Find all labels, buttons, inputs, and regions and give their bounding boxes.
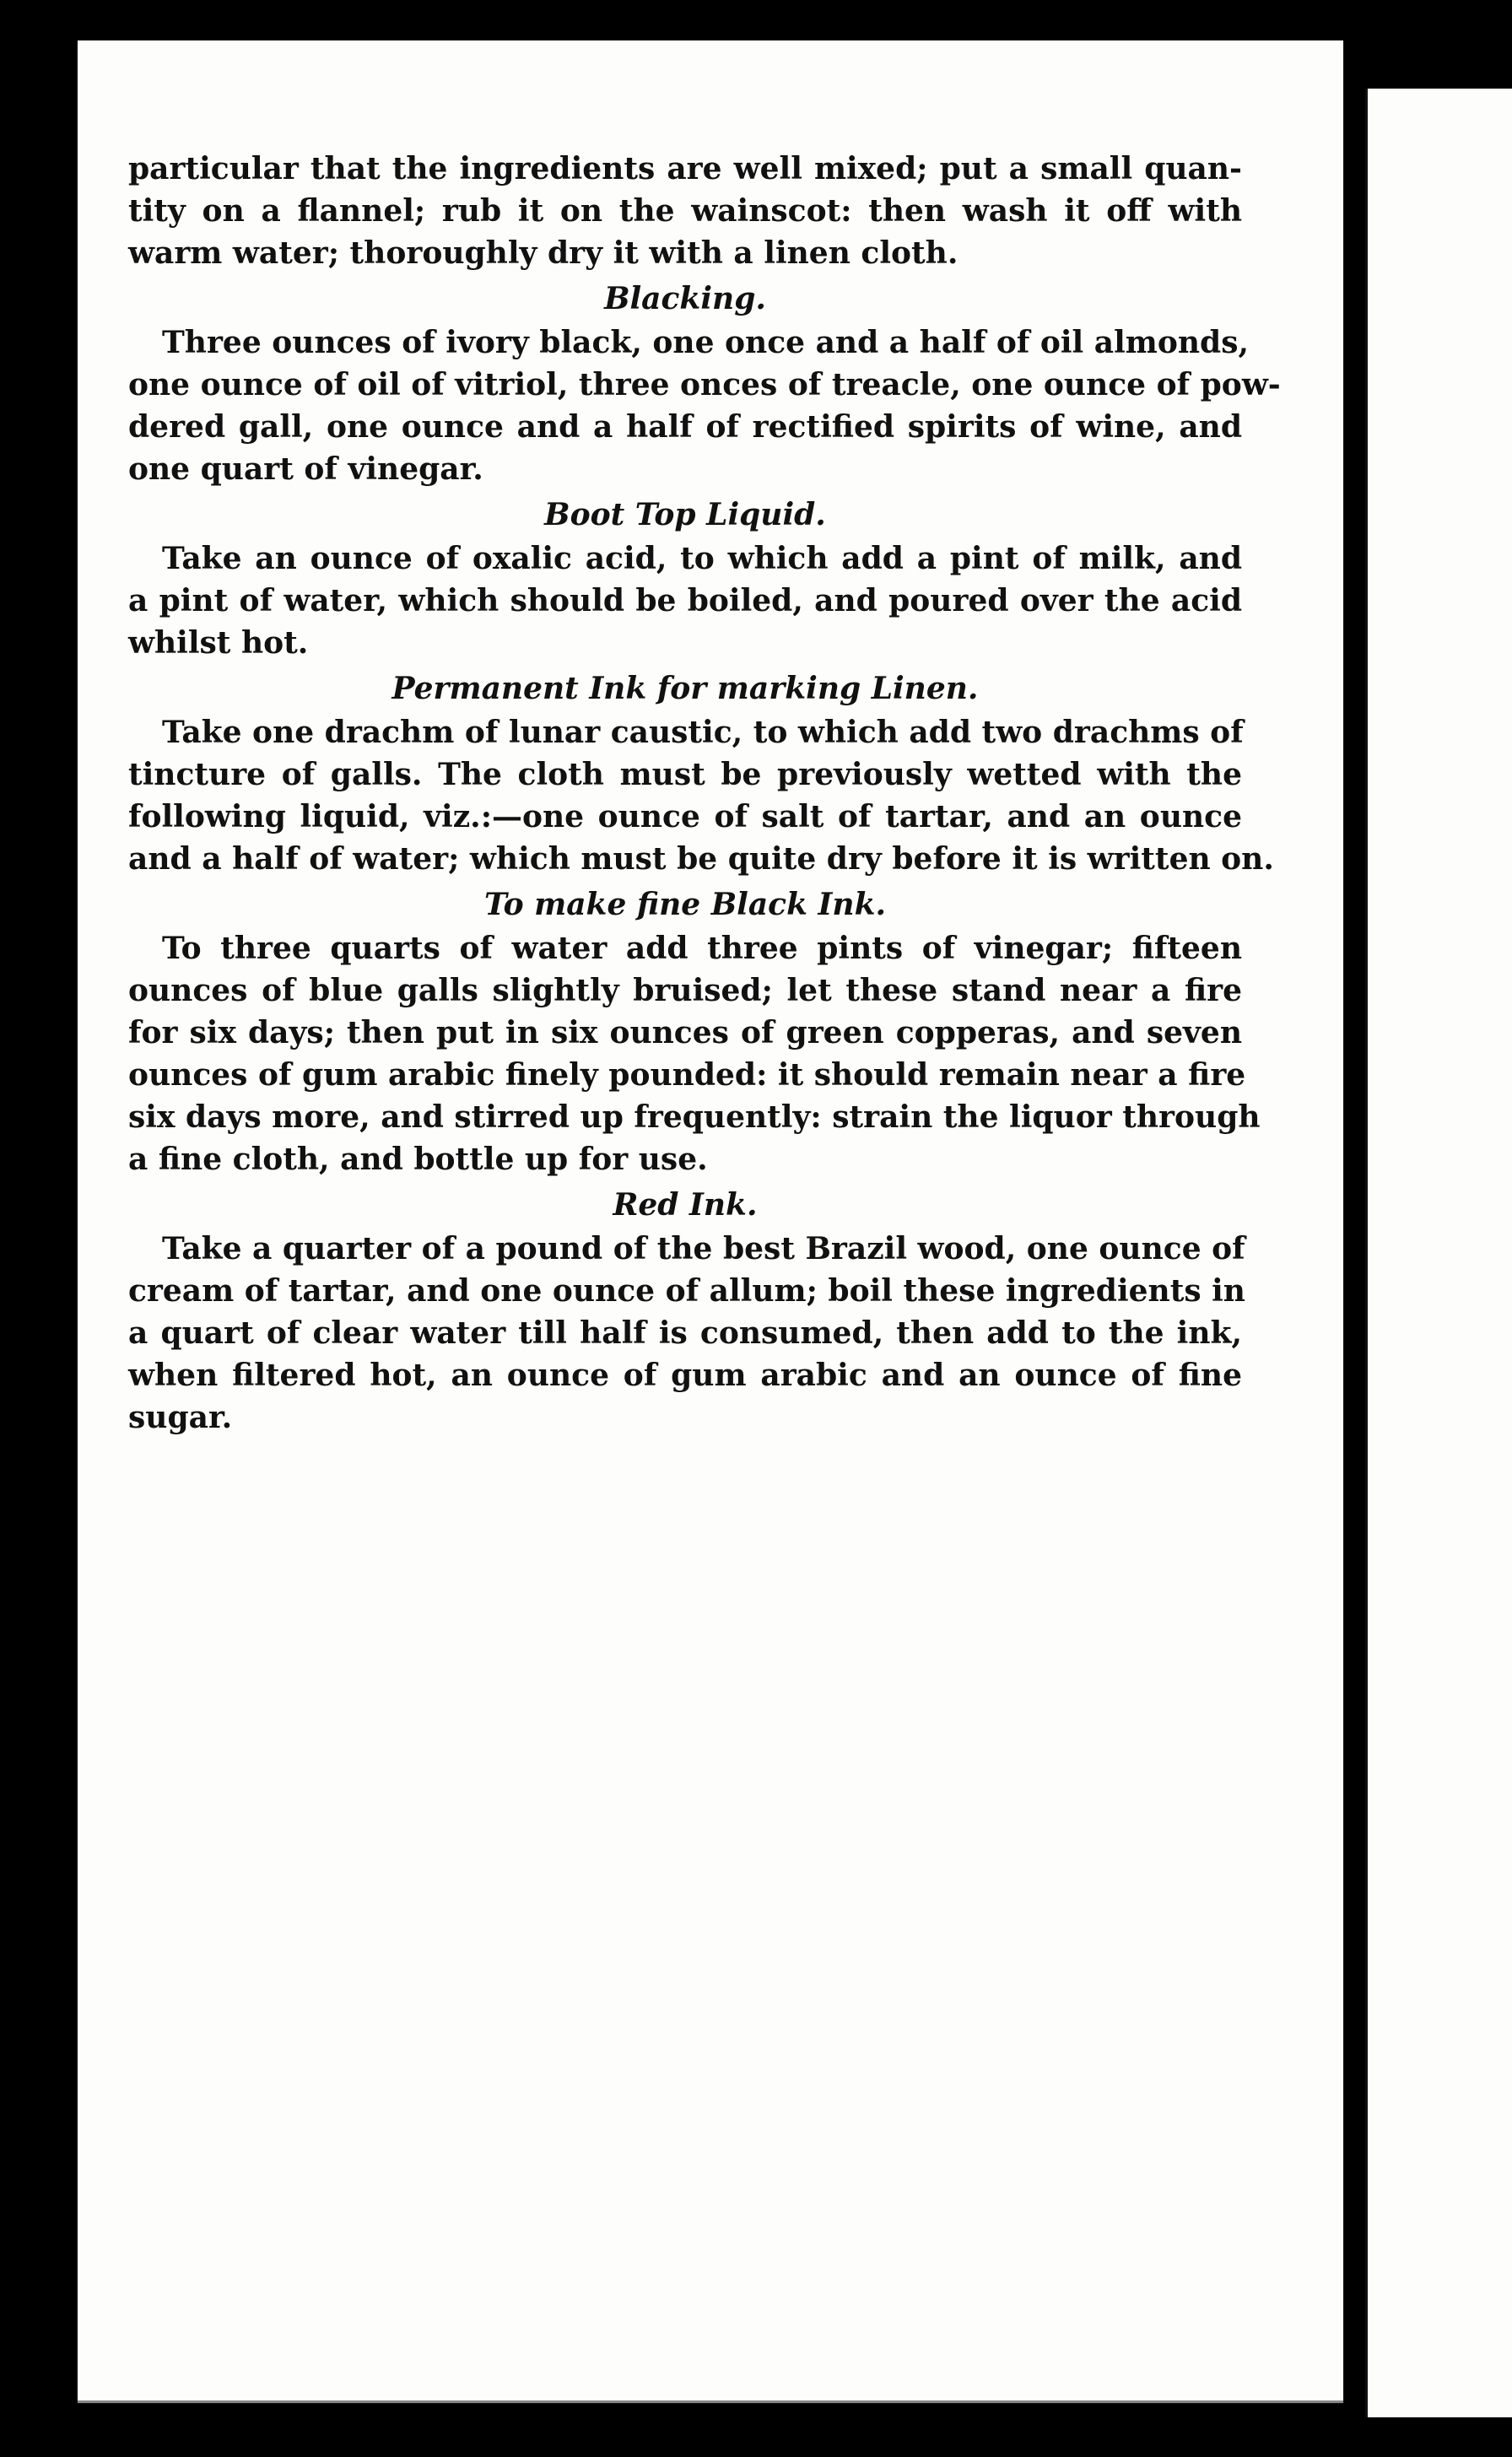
text-line: Three ounces of ivory black, one once and a half of oil almonds,	[162, 325, 1250, 360]
section-body-fine-black-ink	[128, 927, 1261, 1180]
text-line: cream of tartar, and one ounce of allum; boil these ingredients in	[128, 1273, 1245, 1309]
text-line: dered gall, one ounce and a half of rectified spirits of wine, and	[128, 409, 1242, 445]
section-body-boot-top-liquid	[128, 537, 1242, 664]
text-line: following liquid, viz.:—one ounce of salt of tartar, and an ounce	[128, 799, 1242, 834]
section-heading-fine-black-ink: To make fine Black Ink.	[483, 887, 887, 922]
text-line: To three quarts of water add three pints of vinegar; fifteen	[162, 931, 1242, 966]
text-line: ounces of blue galls slightly bruised; let these stand near a fire	[128, 973, 1242, 1008]
section-heading-red-ink: Red Ink.	[613, 1187, 758, 1223]
section-heading-boot-top-liquid: Boot Top Liquid.	[544, 497, 826, 532]
text-line: whilst hot.	[128, 625, 309, 661]
text-line: a quart of clear water till half is consumed, then add to the ink,	[128, 1315, 1242, 1351]
section-body-blacking	[128, 321, 1281, 490]
text-line: sugar.	[128, 1400, 233, 1435]
text-line: for six days; then put in six ounces of green copperas, and seven	[128, 1015, 1242, 1050]
text-line: warm water; thoroughly dry it with a linen cloth.	[128, 235, 958, 271]
text-line: Take an ounce of oxalic acid, to which add a pint of milk, and	[162, 541, 1242, 576]
page-text	[128, 148, 1281, 1439]
text-line: Take a quarter of a pound of the best Brazil wood, one ounce of	[162, 1231, 1245, 1266]
section-body-permanent-ink	[128, 711, 1274, 880]
continuation-paragraph	[128, 148, 1242, 274]
section-heading-permanent-ink: Permanent Ink for marking Linen.	[392, 671, 979, 706]
section-body-red-ink	[128, 1228, 1245, 1439]
page-gutter-line	[1365, 89, 1368, 2417]
facing-page-edge	[1365, 89, 1512, 2417]
text-line: particular that the ingredients are well mixed; put a small quan-	[128, 151, 1242, 186]
text-line: one quart of vinegar.	[128, 451, 483, 487]
text-line: when filtered hot, an ounce of gum arabic and an ounce of fine	[128, 1358, 1242, 1393]
text-line: a pint of water, which should be boiled, and poured over the acid	[128, 583, 1242, 618]
section-heading-blacking: Blacking.	[604, 281, 766, 316]
text-line: tincture of galls. The cloth must be previously wetted with the	[128, 757, 1242, 792]
text-line: Take one drachm of lunar caustic, to which add two drachms of	[162, 715, 1244, 750]
text-line: ounces of gum arabic finely pounded: it should remain near a fire	[128, 1057, 1246, 1093]
text-line: a fine cloth, and bottle up for use.	[128, 1142, 708, 1177]
text-line: tity on a flannel; rub it on the wainscot: then wash it off with	[128, 193, 1242, 229]
text-line: six days more, and stirred up frequently: strain the liquor through	[128, 1099, 1261, 1135]
page-bottom-edge	[78, 2400, 1343, 2403]
text-line: one ounce of oil of vitriol, three onces of treacle, one ounce of pow-	[128, 367, 1281, 402]
text-line: and a half of water; which must be quite dry before it is written on.	[128, 841, 1274, 877]
